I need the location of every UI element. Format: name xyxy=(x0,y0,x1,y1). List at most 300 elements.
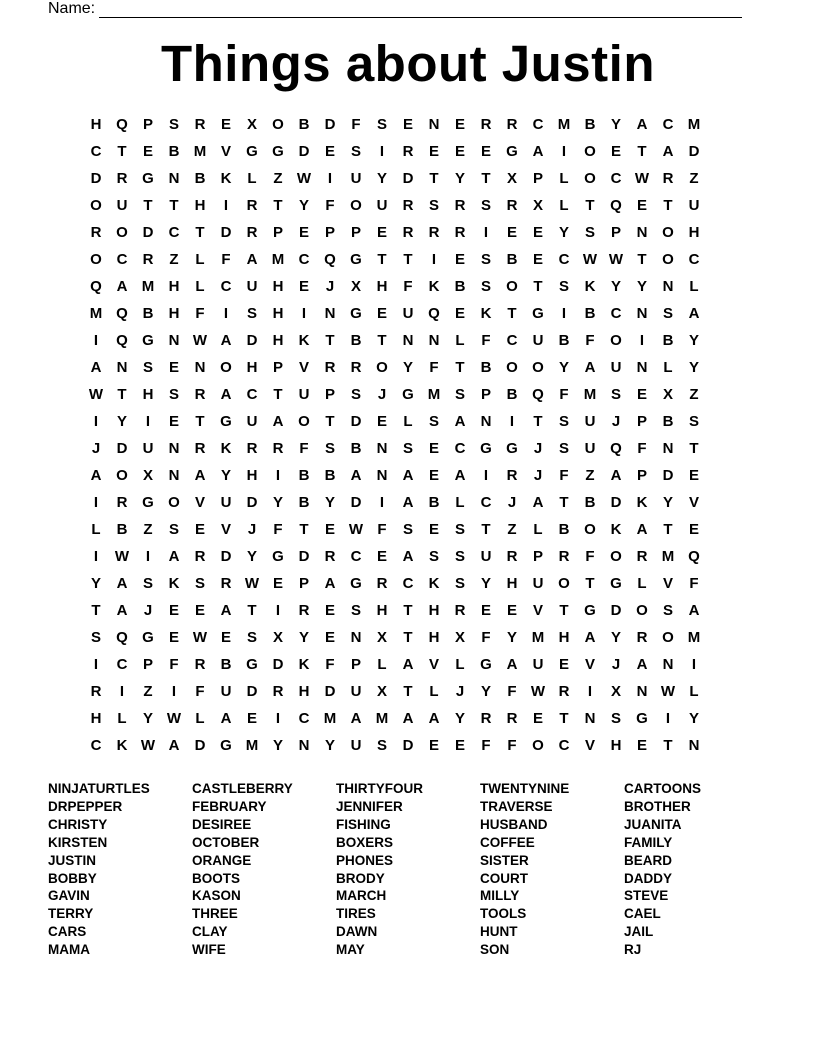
grid-letter: R xyxy=(324,548,336,565)
grid-letter: D xyxy=(610,494,622,511)
grid-letter: G xyxy=(142,629,154,646)
grid-letter: A xyxy=(350,467,362,484)
grid-letter: C xyxy=(168,224,180,241)
grid-letter: R xyxy=(506,467,518,484)
word-item: CAEL xyxy=(624,906,661,922)
grid-letter: L xyxy=(195,278,205,295)
word-item: THIRTYFOUR xyxy=(336,781,423,796)
grid-letter: H xyxy=(272,332,284,349)
grid-letter: T xyxy=(377,332,387,349)
grid-letter: P xyxy=(324,386,335,403)
grid-letter: C xyxy=(610,170,622,187)
grid-letter: U xyxy=(350,737,362,754)
grid-letter: D xyxy=(298,143,310,160)
grid-letter: K xyxy=(168,575,180,592)
grid-letter: E xyxy=(532,224,543,241)
grid-letter: R xyxy=(480,116,492,133)
grid-letter: P xyxy=(610,224,621,241)
grid-letter: A xyxy=(220,710,232,727)
grid-row xyxy=(83,300,733,327)
grid-letter: H xyxy=(272,278,284,295)
grid-letter: W xyxy=(348,521,364,538)
grid-letter: D xyxy=(350,413,362,430)
grid-letter: A xyxy=(272,413,284,430)
grid-letter: N xyxy=(168,467,180,484)
grid-letter: L xyxy=(663,359,673,376)
grid-letter: Y xyxy=(558,359,569,376)
grid-letter: M xyxy=(687,629,701,646)
grid-letter: P xyxy=(636,467,647,484)
grid-letter: G xyxy=(584,602,596,619)
grid-letter: C xyxy=(662,116,674,133)
grid-letter: N xyxy=(168,440,180,457)
grid-letter: X xyxy=(350,278,361,295)
grid-letter: Z xyxy=(273,170,283,187)
grid-letter: A xyxy=(220,602,232,619)
grid-letter: I xyxy=(691,656,697,673)
grid-letter: T xyxy=(403,629,413,646)
grid-letter: I xyxy=(145,548,151,565)
grid-letter: H xyxy=(610,737,622,754)
grid-letter: E xyxy=(272,575,283,592)
grid-letter: D xyxy=(142,224,154,241)
grid-letter: H xyxy=(376,278,388,295)
grid-letter: S xyxy=(428,197,439,214)
grid-letter: M xyxy=(271,251,285,268)
page-title: Things about Justin xyxy=(161,35,655,92)
grid-letter: I xyxy=(93,332,99,349)
word-item: MARCH xyxy=(336,888,387,904)
grid-letter: R xyxy=(272,683,284,700)
grid-letter: N xyxy=(662,278,674,295)
grid-letter: B xyxy=(194,170,206,187)
grid-letter: O xyxy=(298,413,310,430)
grid-letter: K xyxy=(298,332,310,349)
name-field[interactable] xyxy=(48,0,742,18)
grid-letter: N xyxy=(636,224,648,241)
grid-letter: P xyxy=(480,386,491,403)
grid-letter: P xyxy=(142,116,153,133)
grid-row xyxy=(83,597,733,624)
grid-letter: T xyxy=(91,602,101,619)
grid-letter: F xyxy=(637,440,647,457)
grid-letter: A xyxy=(402,656,414,673)
grid-row xyxy=(83,327,733,354)
grid-letter: G xyxy=(220,737,232,754)
grid-letter: S xyxy=(480,278,491,295)
grid-letter: T xyxy=(663,737,673,754)
grid-letter: V xyxy=(220,143,231,160)
grid-letter: R xyxy=(220,575,232,592)
grid-letter: T xyxy=(117,143,127,160)
grid-letter: Y xyxy=(402,359,413,376)
grid-letter: T xyxy=(637,143,647,160)
grid-letter: L xyxy=(429,683,439,700)
grid-letter: I xyxy=(223,197,229,214)
grid-letter: G xyxy=(142,170,154,187)
grid-letter: M xyxy=(583,386,597,403)
grid-letter: I xyxy=(93,494,99,511)
grid-letter: T xyxy=(195,413,205,430)
grid-letter: B xyxy=(662,332,674,349)
grid-letter: P xyxy=(350,224,361,241)
grid-letter: A xyxy=(506,656,518,673)
grid-letter: Y xyxy=(662,494,673,511)
grid-letter: R xyxy=(350,359,362,376)
grid-letter: I xyxy=(119,683,125,700)
word-item: BOBBY xyxy=(48,870,97,886)
grid-letter: A xyxy=(324,575,336,592)
grid-letter: N xyxy=(662,656,674,673)
grid-letter: C xyxy=(298,251,310,268)
grid-letter: T xyxy=(533,413,543,430)
grid-letter: U xyxy=(532,656,544,673)
grid-letter: S xyxy=(246,629,257,646)
grid-letter: A xyxy=(454,413,466,430)
grid-letter: A xyxy=(350,710,362,727)
grid-letter: Y xyxy=(558,224,569,241)
grid-letter: A xyxy=(532,143,544,160)
grid-letter: J xyxy=(455,683,465,700)
grid-letter: D xyxy=(324,116,336,133)
grid-row xyxy=(83,111,733,138)
grid-letter: N xyxy=(376,467,388,484)
grid-letter: O xyxy=(376,359,388,376)
grid-letter: L xyxy=(455,656,465,673)
grid-letter: P xyxy=(532,548,543,565)
grid-letter: N xyxy=(350,629,362,646)
grid-letter: F xyxy=(195,305,205,322)
word-column xyxy=(624,780,768,959)
grid-letter: O xyxy=(116,224,128,241)
word-item: JENNIFER xyxy=(336,798,403,814)
grid-letter: T xyxy=(117,386,127,403)
grid-letter: G xyxy=(480,440,492,457)
grid-letter: N xyxy=(480,413,492,430)
grid-letter: R xyxy=(402,143,414,160)
grid-letter: K xyxy=(220,170,232,187)
grid-letter: S xyxy=(584,224,595,241)
grid-letter: T xyxy=(481,521,491,538)
grid-letter: D xyxy=(194,737,206,754)
grid-letter: U xyxy=(246,278,258,295)
grid-letter: Z xyxy=(169,251,179,268)
grid-letter: S xyxy=(350,143,361,160)
grid-letter: E xyxy=(454,251,465,268)
grid-letter: P xyxy=(272,359,283,376)
grid-letter: Q xyxy=(428,305,440,322)
grid-letter: B xyxy=(454,278,466,295)
grid-letter: S xyxy=(376,737,387,754)
grid-letter: I xyxy=(379,494,385,511)
grid-letter: X xyxy=(506,170,517,187)
grid-letter: U xyxy=(350,683,362,700)
grid-letter: L xyxy=(195,251,205,268)
grid-letter: B xyxy=(584,305,596,322)
grid-letter: Q xyxy=(688,548,700,565)
grid-letter: R xyxy=(194,548,206,565)
grid-letter: T xyxy=(143,197,153,214)
grid-letter: O xyxy=(532,737,544,754)
grid-letter: Z xyxy=(143,521,153,538)
grid-letter: G xyxy=(246,143,258,160)
grid-letter: E xyxy=(532,251,543,268)
grid-letter: L xyxy=(117,710,127,727)
grid-letter: A xyxy=(194,467,206,484)
grid-letter: S xyxy=(610,710,621,727)
grid-letter: T xyxy=(507,305,517,322)
word-item: DESIREE xyxy=(192,816,252,832)
grid-letter: F xyxy=(325,197,335,214)
grid-letter: N xyxy=(584,710,596,727)
grid-letter: U xyxy=(532,575,544,592)
grid-letter: B xyxy=(298,467,310,484)
word-item: CHRISTY xyxy=(48,816,108,832)
grid-letter: O xyxy=(584,170,596,187)
grid-letter: G xyxy=(142,494,154,511)
grid-letter: G xyxy=(350,575,362,592)
grid-letter: D xyxy=(662,467,674,484)
grid-letter: A xyxy=(662,143,674,160)
grid-letter: S xyxy=(480,197,491,214)
grid-letter: P xyxy=(142,656,153,673)
grid-letter: O xyxy=(168,494,180,511)
grid-letter: S xyxy=(142,575,153,592)
grid-row xyxy=(83,408,733,435)
grid-letter: E xyxy=(610,143,621,160)
grid-letter: L xyxy=(455,332,465,349)
grid-letter: B xyxy=(662,413,674,430)
grid-letter: M xyxy=(141,278,155,295)
grid-letter: P xyxy=(350,656,361,673)
grid-letter: R xyxy=(298,602,310,619)
grid-letter: E xyxy=(324,521,335,538)
grid-letter: E xyxy=(376,413,387,430)
grid-letter: H xyxy=(506,575,518,592)
grid-letter: B xyxy=(298,494,310,511)
grid-letter: C xyxy=(402,575,414,592)
grid-letter: X xyxy=(246,116,257,133)
grid-letter: D xyxy=(350,494,362,511)
grid-letter: O xyxy=(584,143,596,160)
grid-letter: J xyxy=(247,521,257,538)
grid-letter: N xyxy=(636,683,648,700)
grid-letter: F xyxy=(351,116,361,133)
grid-letter: O xyxy=(662,629,674,646)
grid-letter: R xyxy=(454,197,466,214)
grid-letter: R xyxy=(246,224,258,241)
word-item: THREE xyxy=(192,906,238,922)
grid-letter: Z xyxy=(689,386,699,403)
grid-letter: G xyxy=(506,440,518,457)
word-column xyxy=(480,780,624,959)
grid-letter: H xyxy=(558,629,570,646)
grid-letter: G xyxy=(272,548,284,565)
grid-row xyxy=(83,138,733,165)
grid-letter: U xyxy=(298,386,310,403)
grid-letter: T xyxy=(273,386,283,403)
grid-letter: Y xyxy=(142,710,153,727)
grid-letter: P xyxy=(324,224,335,241)
grid-letter: R xyxy=(246,440,258,457)
grid-letter: E xyxy=(194,602,205,619)
grid-letter: S xyxy=(168,386,179,403)
grid-letter: A xyxy=(168,737,180,754)
grid-letter: F xyxy=(507,683,517,700)
grid-letter: E xyxy=(454,116,465,133)
grid-letter: G xyxy=(246,656,258,673)
grid-letter: Y xyxy=(272,494,283,511)
grid-letter: F xyxy=(299,440,309,457)
grid-letter: B xyxy=(428,494,440,511)
word-item: TIRES xyxy=(336,906,376,922)
grid-letter: E xyxy=(636,197,647,214)
grid-letter: S xyxy=(350,386,361,403)
grid-letter: C xyxy=(298,710,310,727)
grid-letter: Q xyxy=(532,386,544,403)
grid-letter: W xyxy=(192,629,208,646)
grid-letter: B xyxy=(116,521,128,538)
grid-letter: T xyxy=(533,278,543,295)
word-item: COURT xyxy=(480,870,528,886)
grid-letter: K xyxy=(428,575,440,592)
word-item: RJ xyxy=(624,942,642,958)
grid-letter: U xyxy=(610,359,622,376)
grid-letter: L xyxy=(91,521,101,538)
grid-letter: W xyxy=(582,251,598,268)
grid-letter: T xyxy=(585,197,595,214)
word-item: JAIL xyxy=(624,924,654,940)
word-item: SON xyxy=(480,942,510,958)
grid-letter: B xyxy=(584,116,596,133)
grid-letter: A xyxy=(116,278,128,295)
grid-letter: Y xyxy=(636,278,647,295)
grid-letter: W xyxy=(244,575,260,592)
grid-letter: S xyxy=(480,251,491,268)
grid-letter: R xyxy=(90,224,102,241)
grid-letter: R xyxy=(90,683,102,700)
grid-letter: C xyxy=(116,251,128,268)
word-item: KIRSTEN xyxy=(48,834,108,850)
grid-letter: F xyxy=(195,683,205,700)
grid-letter: I xyxy=(639,332,645,349)
word-item: KASON xyxy=(192,888,241,904)
word-item: CASTLEBERRY xyxy=(192,781,293,796)
grid-letter: S xyxy=(402,521,413,538)
grid-letter: A xyxy=(610,467,622,484)
grid-letter: F xyxy=(689,575,699,592)
grid-letter: E xyxy=(168,359,179,376)
grid-row xyxy=(83,624,733,651)
grid-letter: L xyxy=(689,683,699,700)
word-item: HUNT xyxy=(480,924,518,940)
grid-letter: E xyxy=(324,629,335,646)
grid-letter: F xyxy=(273,521,283,538)
grid-letter: E xyxy=(324,602,335,619)
grid-letter: G xyxy=(506,143,518,160)
grid-letter: X xyxy=(454,629,465,646)
word-item: JUSTIN xyxy=(48,852,97,868)
grid-letter: S xyxy=(610,386,621,403)
grid-letter: E xyxy=(220,116,231,133)
name-blank-line[interactable] xyxy=(99,3,742,18)
grid-letter: F xyxy=(429,359,439,376)
grid-letter: D xyxy=(272,656,284,673)
grid-letter: A xyxy=(584,629,596,646)
grid-letter: H xyxy=(428,602,440,619)
grid-letter: U xyxy=(402,305,414,322)
grid-letter: U xyxy=(584,440,596,457)
grid-letter: C xyxy=(90,737,102,754)
grid-letter: T xyxy=(195,224,205,241)
grid-letter: S xyxy=(324,440,335,457)
grid-letter: E xyxy=(376,224,387,241)
word-item: DRPEPPER xyxy=(48,798,123,814)
grid-letter: A xyxy=(428,710,440,727)
grid-letter: E xyxy=(454,305,465,322)
grid-letter: P xyxy=(532,170,543,187)
grid-letter: D xyxy=(116,440,128,457)
grid-letter: C xyxy=(558,737,570,754)
grid-letter: Z xyxy=(507,521,517,538)
grid-letter: R xyxy=(506,710,518,727)
grid-letter: H xyxy=(688,224,700,241)
grid-letter: Y xyxy=(688,710,699,727)
grid-letter: J xyxy=(377,386,387,403)
grid-letter: P xyxy=(636,413,647,430)
grid-letter: F xyxy=(559,386,569,403)
grid-letter: A xyxy=(402,710,414,727)
grid-letter: L xyxy=(689,278,699,295)
grid-letter: H xyxy=(272,305,284,322)
grid-letter: N xyxy=(402,332,414,349)
grid-letter: S xyxy=(402,440,413,457)
grid-row xyxy=(83,381,733,408)
word-item: CARTOONS xyxy=(624,781,702,796)
grid-letter: M xyxy=(193,143,207,160)
grid-letter: S xyxy=(168,521,179,538)
grid-letter: S xyxy=(454,575,465,592)
grid-letter: V xyxy=(584,656,595,673)
grid-letter: Y xyxy=(246,548,257,565)
grid-letter: B xyxy=(324,467,336,484)
grid-letter: E xyxy=(636,737,647,754)
grid-letter: T xyxy=(429,170,439,187)
grid-letter: T xyxy=(403,683,413,700)
grid-letter: M xyxy=(427,386,441,403)
grid-letter: Y xyxy=(376,170,387,187)
grid-letter: U xyxy=(220,683,232,700)
grid-letter: V xyxy=(688,494,699,511)
grid-letter: A xyxy=(168,548,180,565)
grid-letter: C xyxy=(506,332,518,349)
grid-letter: X xyxy=(610,683,621,700)
grid-letter: S xyxy=(428,413,439,430)
grid-letter: T xyxy=(663,521,673,538)
grid-letter: L xyxy=(559,197,569,214)
grid-row xyxy=(83,246,733,273)
grid-letter: W xyxy=(114,548,130,565)
grid-letter: I xyxy=(431,251,437,268)
grid-letter: D xyxy=(246,683,258,700)
grid-letter: Y xyxy=(298,197,309,214)
grid-letter: Y xyxy=(688,332,699,349)
grid-letter: H xyxy=(90,710,102,727)
grid-letter: Q xyxy=(610,197,622,214)
grid-letter: G xyxy=(350,305,362,322)
grid-letter: G xyxy=(636,710,648,727)
grid-letter: V xyxy=(220,521,231,538)
